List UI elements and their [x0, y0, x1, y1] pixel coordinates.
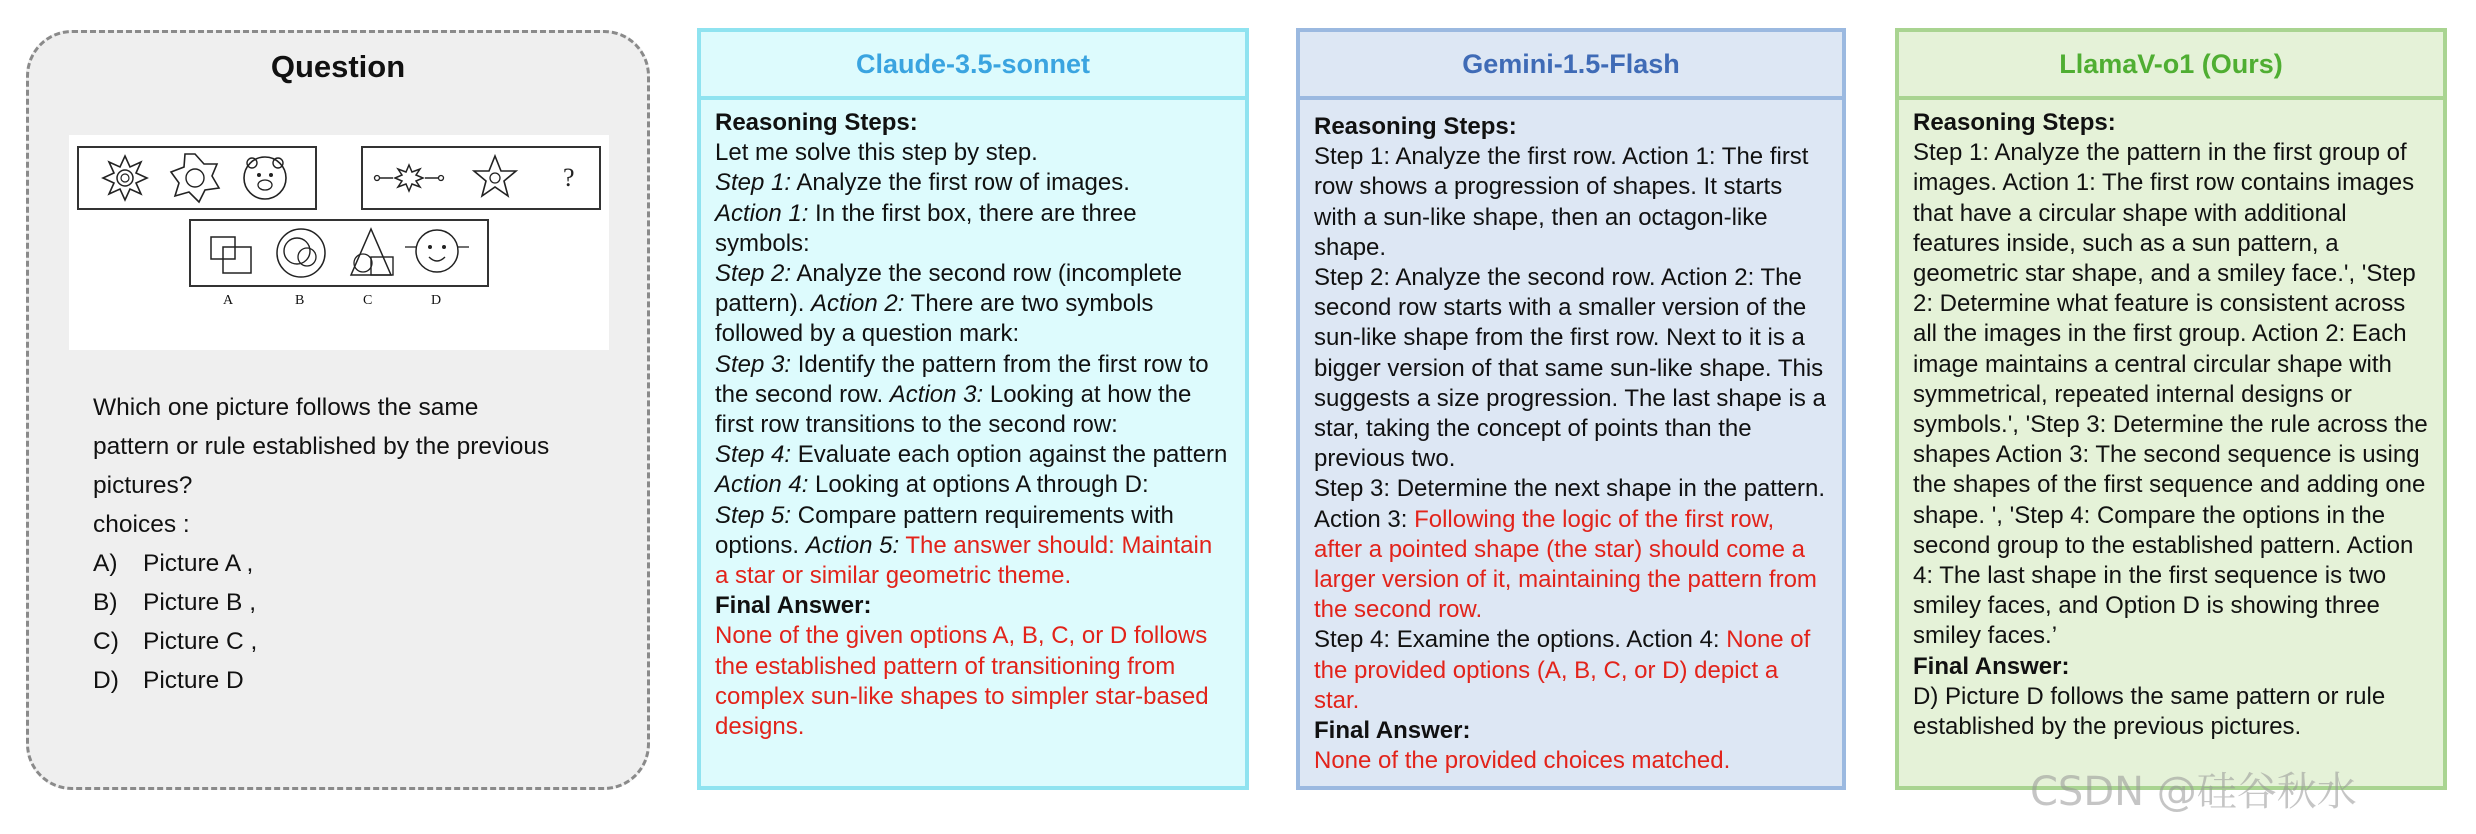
small-sun-icon: [375, 165, 444, 191]
step-text: Compare pattern requirements with options.: [715, 501, 1174, 559]
claude-step-4: [715, 440, 1231, 500]
gemini-step-4: [1314, 625, 1828, 716]
gemini-step-2: Step 2: Analyze the second row. Action 2: The second row starts with a smaller version of the sun-like shape from the first row. Next to it is a bigger version of that same sun-like shape. This suggests a size progression. The last shape is a star, taking the concept of points than the previous two.: [1314, 264, 1826, 473]
option-a-shape-icon: [211, 237, 251, 273]
puzzle-option-shapes: [191, 221, 487, 285]
choice-text: Picture C ,: [143, 628, 258, 655]
reasoning-label: Reasoning Steps:: [1314, 113, 1517, 140]
reasoning-label: Reasoning Steps:: [715, 109, 918, 136]
step-label: Step 3:: [715, 350, 792, 378]
question-mark-label: ?: [563, 163, 575, 192]
option-label-a: A: [223, 293, 234, 308]
gemini-title: Gemini-1.5-Flash: [1300, 32, 1842, 100]
step-text: Analyze the first row of images.: [791, 169, 1130, 197]
puzzle-row2-symbols: [363, 148, 599, 208]
action-text-wrong: None of the provided options (A, B, C, or D) depict a star.: [1314, 626, 1811, 714]
question-prompt-line: Which one picture follows the same: [93, 394, 479, 421]
step-label: Step 2:: [715, 260, 792, 288]
action-text: Looking at options A through D:: [808, 471, 1149, 499]
option-label-b: B: [295, 293, 305, 308]
choice-letter: B): [93, 589, 118, 616]
question-prompt-line: pictures?: [93, 472, 193, 499]
question-panel: [26, 30, 650, 790]
reasoning-label: Reasoning Steps:: [1913, 109, 2116, 136]
action-label: Action 3:: [889, 380, 984, 408]
claude-step-1: [715, 168, 1231, 198]
gemini-final-answer: None of the provided choices matched.: [1314, 747, 1731, 775]
action-text: There are two symbols followed by a question mark:: [715, 290, 1154, 348]
step-text: Step 3: Determine the next shape in the pattern. Action 3:: [1314, 475, 1825, 533]
action-text: Looking at how the first row transitions to the second row:: [715, 380, 1192, 439]
action-label: Action 4:: [715, 471, 809, 499]
octagon-shape-icon: [171, 154, 219, 202]
claude-response: [701, 100, 1245, 742]
gemini-panel: [1296, 28, 1846, 790]
action-label: Action 2:: [811, 290, 905, 318]
gemini-response: [1300, 100, 1842, 776]
claude-step-5: [715, 501, 1231, 592]
claude-panel: [697, 28, 1249, 790]
step-text: Step 4: Examine the options. Action 4:: [1314, 626, 1727, 654]
gemini-step-3: [1314, 474, 1828, 625]
choice-item: [93, 622, 633, 661]
puzzle-option-labels: [69, 293, 609, 315]
question-title: Question: [270, 49, 406, 84]
step-label: Step 5:: [715, 501, 792, 529]
action-label: Action 1:: [715, 199, 809, 227]
option-label-d: D: [431, 293, 442, 308]
llama-final-answer: D) Picture D follows the same pattern or rule established by the previous pictures.: [1913, 682, 2386, 741]
claude-step-3: [715, 350, 1231, 441]
action-text-wrong: Following the logic of the first row, after a pointed shape (the star) should come a larger version of it, maintaining the pattern from the second row.: [1314, 505, 1817, 624]
final-answer-label: Final Answer:: [1314, 717, 1471, 745]
watermark: CSDN @硅谷秋水: [2030, 769, 2357, 815]
choice-text: Picture D: [143, 667, 244, 694]
star-shape-icon: [474, 156, 516, 196]
step-text: Evaluate each option against the pattern: [791, 441, 1228, 469]
llama-title: LlamaV-o1 (Ours): [1899, 32, 2443, 100]
step-label: Step 4:: [715, 441, 792, 469]
claude-step-2: [715, 259, 1231, 350]
puzzle-row2-box: [361, 146, 601, 210]
gemini-step-1: Step 1: Analyze the first row. Action 1: The first row shows a progression of shapes. It starts with a sun-like shape, then an octagon-like shape.: [1314, 143, 1809, 261]
puzzle-figure: [69, 135, 609, 350]
claude-title: Claude-3.5-sonnet: [701, 32, 1245, 100]
sun-shape-icon: [103, 156, 147, 200]
puzzle-options-box: [189, 219, 489, 287]
action-text-wrong: The answer should: Maintain a star or similar geometric theme.: [715, 531, 1213, 590]
claude-action-1: [715, 199, 1231, 259]
choice-item: [93, 583, 633, 622]
llama-panel: [1895, 28, 2447, 790]
choice-text: Picture A ,: [143, 550, 254, 577]
choice-letter: D): [93, 667, 119, 694]
puzzle-row1-symbols: [79, 148, 315, 208]
choice-item: [93, 661, 633, 700]
choice-item: [93, 544, 633, 583]
action-label: Action 5:: [805, 531, 900, 559]
choice-text: Picture B ,: [143, 589, 257, 616]
final-answer-label: Final Answer:: [715, 592, 872, 620]
step-label: Step 1:: [715, 169, 792, 197]
choice-letter: C): [93, 628, 119, 655]
choices-label: choices :: [93, 511, 190, 538]
option-d-shape-icon: [405, 230, 469, 272]
action-text: In the first box, there are three symbols:: [715, 199, 1137, 257]
claude-intro: Let me solve this step by step.: [715, 139, 1038, 167]
puzzle-row1-box: [77, 146, 317, 210]
llama-response: [1899, 100, 2443, 742]
bear-face-icon: [244, 157, 286, 199]
choice-letter: A): [93, 550, 118, 577]
claude-final-answer: None of the given options A, B, C, or D follows the established pattern of transitioning from complex sun-like shapes to simpler star-based designs.: [715, 622, 1209, 741]
option-b-shape-icon: [277, 229, 325, 277]
step-text: Analyze the second row (incomplete pattern).: [715, 260, 1182, 318]
step-text: Identify the pattern from the first row to the second row.: [715, 350, 1209, 408]
llama-reasoning-text: Step 1: Analyze the pattern in the first group of images. Action 1: The first row contains images that have a circular shape with additional features inside, such as a sun pattern, a geometric star shape, and a smiley face.', 'Step 2: Determine what feature is consistent across all the images in the first group. Action 2: Each image maintains a central circular shape with symmetrical, repeated internal designs or symbols.', 'Step 3: Determine the rule across the shapes Action 3: The second sequence is using the shapes of the first sequence and adding one shape. ', 'Step 4: Compare the options in the second group to the established pattern. Action 4: The last shape in the first sequence is two smiley faces, and Option D is showing three smiley faces.’: [1913, 139, 2428, 650]
final-answer-label: Final Answer:: [1913, 652, 2070, 680]
option-c-shape-icon: [351, 229, 393, 275]
option-label-c: C: [363, 293, 373, 308]
question-prompt-line: pattern or rule established by the previous: [93, 433, 550, 460]
question-text: [93, 388, 633, 700]
